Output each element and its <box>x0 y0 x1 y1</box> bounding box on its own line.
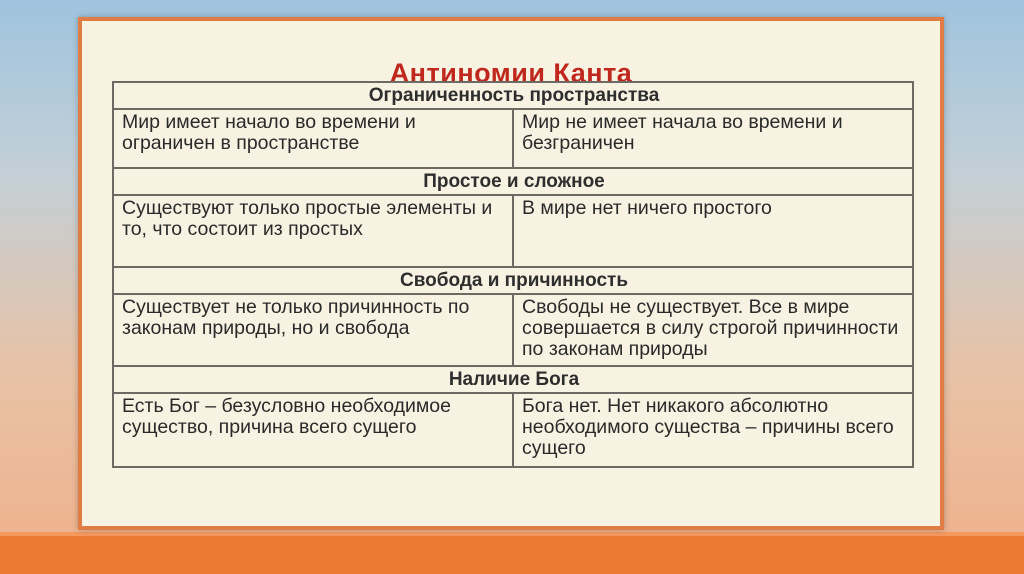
section-heading-row <box>113 267 913 294</box>
section-heading: Свобода и причинность <box>113 267 913 294</box>
section-heading: Ограниченность пространства <box>113 82 913 109</box>
table-row <box>113 109 913 168</box>
slide-panel <box>78 17 944 530</box>
table-row <box>113 393 913 467</box>
section-heading-row <box>113 82 913 109</box>
bottom-band <box>0 536 1024 574</box>
antithesis-cell: В мире нет ничего простого <box>513 195 913 267</box>
antinomies-table <box>112 81 914 468</box>
thesis-cell: Существуют только простые элементы и то, что состоит из простых <box>113 195 513 267</box>
section-heading-row <box>113 168 913 195</box>
section-heading-row <box>113 366 913 393</box>
antithesis-cell: Свободы не существует. Все в мире совершается в силу строгой причинности по законам природы <box>513 294 913 366</box>
slide-title: Антиномии Канта <box>389 58 633 88</box>
section-heading: Простое и сложное <box>113 168 913 195</box>
table-row <box>113 195 913 267</box>
thesis-cell: Существует не только причинность по законам природы, но и свобода <box>113 294 513 366</box>
section-heading: Наличие Бога <box>113 366 913 393</box>
thesis-cell: Есть Бог – безусловно необходимое существо, причина всего сущего <box>113 393 513 467</box>
table-row <box>113 294 913 366</box>
antithesis-cell: Бога нет. Нет никакого абсолютно необходимого существа – причины всего сущего <box>513 393 913 467</box>
antithesis-cell: Мир не имеет начала во времени и безграничен <box>513 109 913 168</box>
thesis-cell: Мир имеет начало во времени и ограничен в пространстве <box>113 109 513 168</box>
